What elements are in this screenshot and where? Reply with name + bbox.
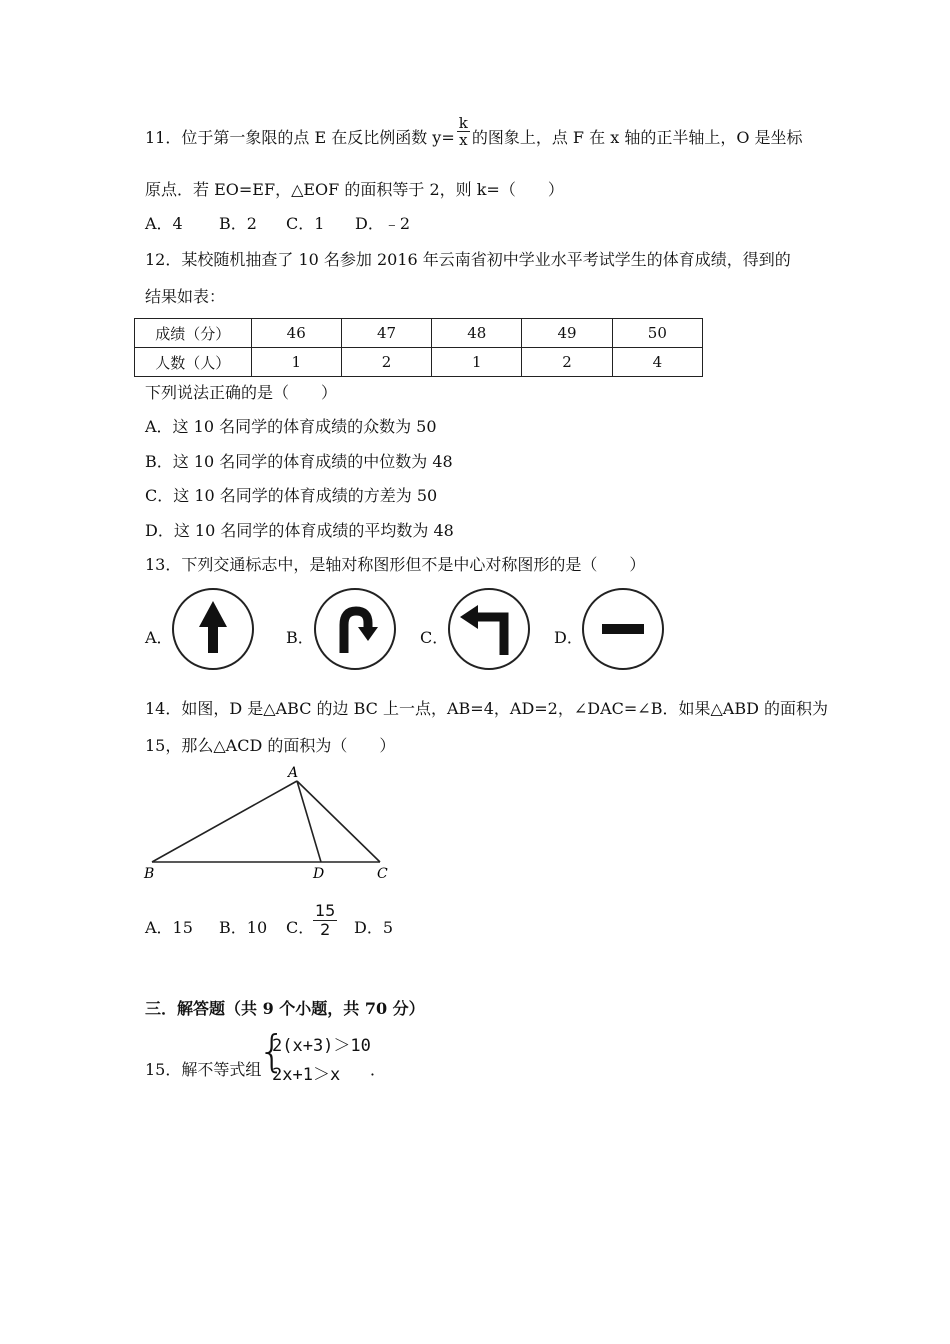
triangle-figure (140, 762, 400, 884)
q12-line2: 结果如表： (145, 287, 226, 306)
q11-text-pre: 11．位于第一象限的点 E 在反比例函数 y= (145, 128, 455, 147)
q15-inequality-1: 2(x+3)＞10 (272, 1036, 371, 1056)
q13-label-b: B． (286, 628, 314, 647)
table-cell: 50 (612, 319, 702, 348)
q11-frac-denominator: x (459, 131, 468, 149)
q13-label-c: C． (420, 628, 449, 647)
q14-option-c: C． (286, 918, 315, 937)
q14-option-c-numerator: 15 (315, 901, 336, 920)
label-b: B (144, 866, 155, 882)
table-cell: 2 (341, 348, 431, 377)
label-d: D (313, 866, 325, 882)
table-header-count: 人数（人） (135, 348, 252, 377)
q14-line1: 14．如图，D 是△ABC 的边 BC 上一点，AB=4，AD=2，∠DAC=∠B．如果△ABD 的面积为 (145, 699, 828, 718)
table-row (135, 319, 703, 348)
q11-line2: 原点．若 EO=EF，△EOF 的面积等于 2，则 k=（ ） (145, 180, 564, 199)
table-cell: 48 (432, 319, 522, 348)
brace-icon: { (258, 1026, 286, 1077)
table-cell: 47 (341, 319, 431, 348)
table-cell: 4 (612, 348, 702, 377)
table-cell: 2 (522, 348, 612, 377)
q13-label-a: A． (145, 628, 173, 647)
q15-prefix: 15．解不等式组 (145, 1060, 262, 1079)
table-cell: 49 (522, 319, 612, 348)
u-turn-sign-icon (312, 587, 398, 671)
q12-line1: 12．某校随机抽查了 10 名参加 2016 年云南省初中学业水平考试学生的体育成绩，得到的 (145, 250, 791, 269)
q12-option-b: B．这 10 名同学的体育成绩的中位数为 48 (145, 452, 453, 471)
q15-suffix: ． (370, 1060, 387, 1079)
q14-option-d: D．5 (354, 918, 394, 937)
section-title: 三．解答题（共 9 个小题，共 70 分） (145, 999, 425, 1018)
label-c: C (377, 866, 388, 882)
q11-option-c: C．1 (286, 214, 325, 233)
q15-inequality-2: 2x+1＞x (272, 1065, 341, 1085)
table-cell: 1 (251, 348, 341, 377)
arrow-up-sign-icon (170, 587, 256, 671)
q13-label-d: D． (554, 628, 583, 647)
q11-option-a: A．4 (145, 214, 183, 233)
q12-option-d: D．这 10 名同学的体育成绩的平均数为 48 (145, 521, 454, 540)
table-row (135, 348, 703, 377)
q14-option-a: A．15 (145, 918, 193, 937)
q12-prompt: 下列说法正确的是（ ） (145, 383, 338, 402)
label-a: A (288, 765, 299, 781)
turn-left-sign-icon (446, 587, 532, 671)
q12-option-a: A．这 10 名同学的体育成绩的众数为 50 (145, 417, 437, 436)
q11-text-post: 的图象上，点 F 在 x 轴的正半轴上，O 是坐标 (471, 128, 803, 147)
score-table (134, 318, 703, 377)
no-entry-bar-sign-icon (580, 587, 666, 671)
q14-option-b: B．10 (219, 918, 268, 937)
table-cell: 46 (251, 319, 341, 348)
q11-option-b: B．2 (219, 214, 257, 233)
table-header-score: 成绩（分） (135, 319, 252, 348)
q12-option-c: C．这 10 名同学的体育成绩的方差为 50 (145, 486, 438, 505)
segment-ab (152, 781, 297, 862)
table-cell: 1 (432, 348, 522, 377)
q11-fraction (457, 115, 470, 148)
q11-line1 (145, 114, 803, 149)
q14-option-c-denominator: 2 (320, 920, 331, 939)
q14-line2: 15，那么△ACD 的面积为（ ） (145, 736, 396, 755)
q11-frac-numerator: k (458, 114, 468, 132)
q11-option-d: D．﹣2 (355, 214, 411, 233)
q13-line1: 13．下列交通标志中，是轴对称图形但不是中心对称图形的是（ ） (145, 555, 646, 574)
q14-option-c-fraction (313, 902, 337, 939)
